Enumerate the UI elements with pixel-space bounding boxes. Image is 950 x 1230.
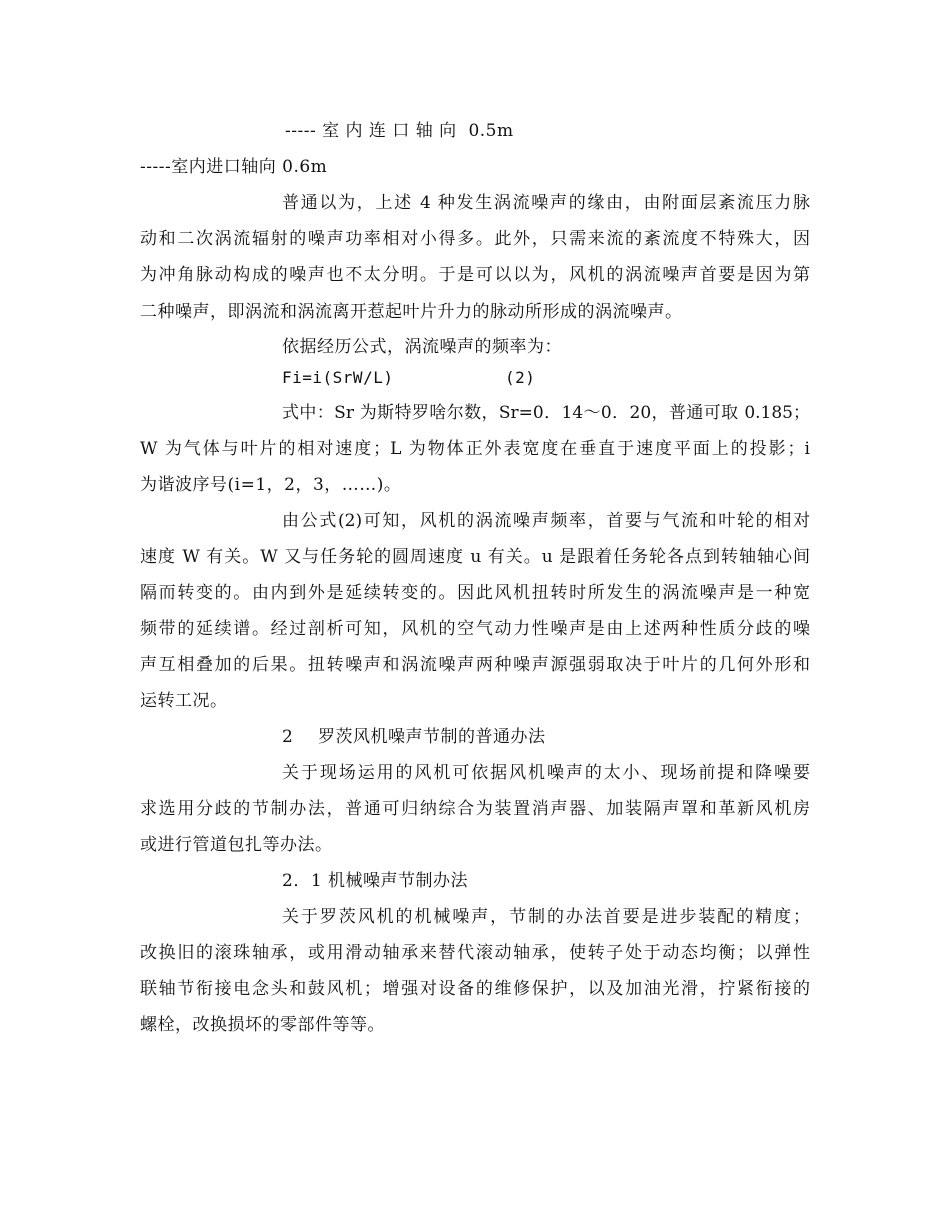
- text-line: 声互相叠加的后果。扭转噪声和涡流噪声两种噪声源强弱取决于叶片的几何外形和: [140, 655, 810, 675]
- text-line: ----- 室 内 连 口 轴 向 0.5m: [285, 121, 514, 141]
- text-line: 为谐波序号(i=1，2，3，……)。: [140, 475, 402, 495]
- text-line: 联轴节衔接电念头和鼓风机；增强对设备的维修保护，以及加油光滑，拧紧衔接的: [140, 979, 810, 999]
- subsection-heading: 2．1 机械噪声节制办法: [282, 871, 469, 891]
- text-line: 运转工况。: [140, 691, 228, 711]
- formula: Fi=i(SrW/L): [282, 368, 394, 387]
- text-line: 依据经历公式，涡流噪声的频率为：: [282, 337, 562, 357]
- section-heading: 罗茨风机噪声节制的普通办法: [318, 727, 546, 747]
- text-line: 由公式(2)可知，风机的涡流噪声频率，首要与气流和叶轮的相对: [282, 511, 810, 531]
- text-line: 螺栓，改换损坏的零部件等等。: [140, 1015, 385, 1035]
- text-line: 关于现场运用的风机可依据风机噪声的太小、现场前提和降噪要: [282, 763, 810, 783]
- text-line: W 为气体与叶片的相对速度；L 为物体正外表宽度在垂直于速度平面上的投影；i: [140, 439, 810, 459]
- text-line: 或进行管道包扎等办法。: [140, 835, 333, 855]
- text-line: 二种噪声，即涡流和涡流离开惹起叶片升力的脉动所形成的涡流噪声。: [140, 302, 683, 322]
- text-line: 动和二次涡流辐射的噪声功率相对小得多。此外，只需来流的紊流度不特殊大，因: [140, 229, 810, 249]
- text-line: 频带的延续谱。经过剖析可知，风机的空气动力性噪声是由上述两种性质分歧的噪: [140, 619, 810, 639]
- text-line: 为冲角脉动构成的噪声也不太分明。于是可以以为，风机的涡流噪声首要是因为第: [140, 265, 810, 285]
- text-line: 关于罗茨风机的机械噪声，节制的办法首要是进步装配的精度；: [282, 907, 810, 927]
- formula-number: (2): [505, 368, 536, 387]
- text-line: 普通以为，上述 4 种发生涡流噪声的缘由，由附面层紊流压力脉: [282, 193, 810, 213]
- text-line: 求选用分歧的节制办法，普通可归纳综合为装置消声器、加装隔声罩和革新风机房: [140, 799, 810, 819]
- text-line: 式中：Sr 为斯特罗啥尔数，Sr=0．14～0．20，普通可取 0.185；: [282, 403, 810, 423]
- text-line: -----室内进口轴向 0.6m: [140, 157, 328, 177]
- text-line: 隔而转变的。由内到外是延续转变的。因此风机扭转时所发生的涡流噪声是一种宽: [140, 583, 810, 603]
- section-number: 2: [282, 727, 294, 747]
- text-line: 改换旧的滚珠轴承，或用滑动轴承来替代滚动轴承，使转子处于动态均衡；以弹性: [140, 943, 810, 963]
- text-line: 速度 W 有关。W 又与任务轮的圆周速度 u 有关。u 是跟着任务轮各点到转轴轴心间: [140, 547, 810, 567]
